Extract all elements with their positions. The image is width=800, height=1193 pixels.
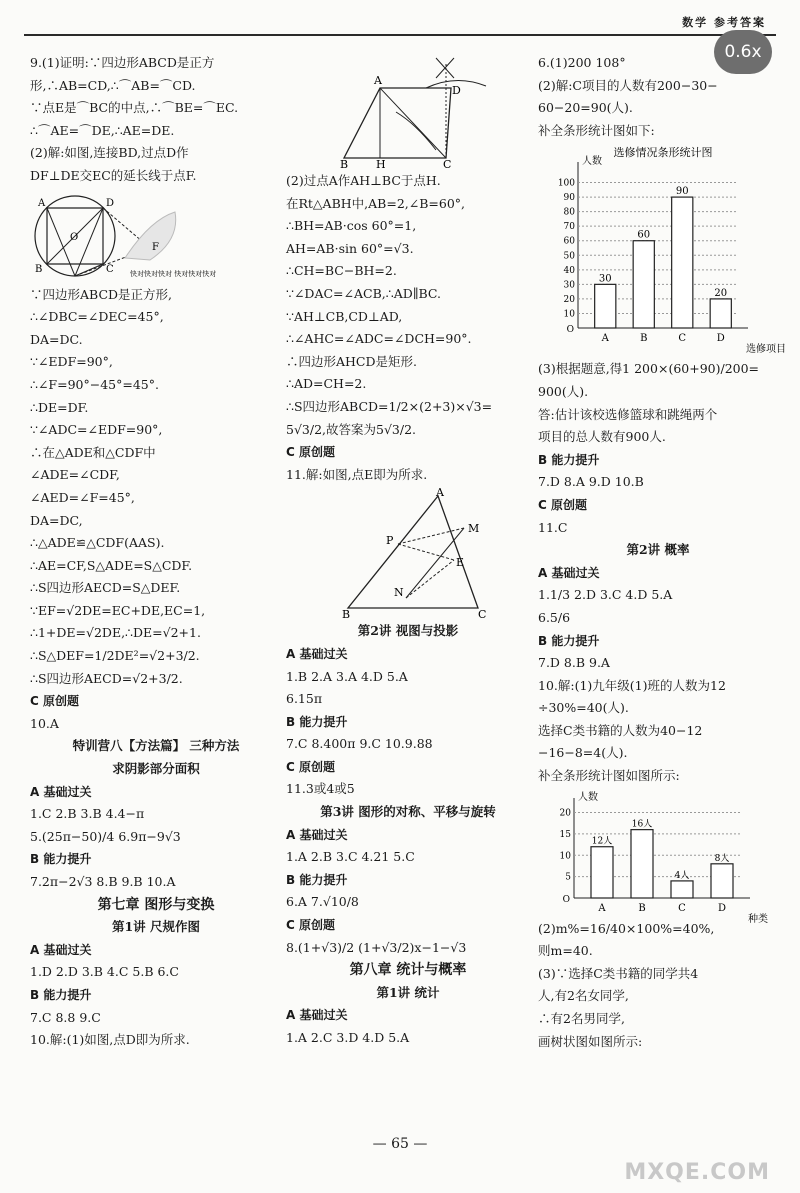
y-tick-label: 90 (563, 193, 575, 204)
answer-line: 则m=40. (538, 943, 593, 959)
data-label: 90 (675, 186, 689, 198)
answer-line: 选择C类书籍的人数为40−12 (538, 722, 703, 738)
answer-line: (3)根据题意,得1 200×(60+90)/200= (538, 361, 760, 377)
y-tick-label: 15 (559, 829, 571, 840)
answer-line: ∴1+DE=√2DE,∴DE=√2+1. (30, 625, 201, 641)
answer-line: ∴S四边形AECD=√2+3/2. (30, 670, 183, 686)
answer-line: AH=AB·sin 60°=√3. (286, 240, 414, 256)
answer-line: (2)解:C项目的人数有200−30− (538, 77, 718, 93)
data-label: 4人 (674, 870, 690, 881)
answer-line: ∵四边形ABCD是正方形, (30, 286, 173, 302)
answer-line: ∴⌒AE=⌒DE,∴AE=DE. (30, 122, 175, 138)
y-tick-label: 70 (563, 222, 575, 233)
y-tick-label: 50 (563, 251, 575, 262)
answer-line: 画树状图如图所示: (538, 1033, 643, 1049)
answer-line: ∴有2名男同学, (538, 1011, 625, 1027)
section-heading: B 能力提升 (30, 852, 92, 867)
section-heading: B 能力提升 (286, 872, 348, 887)
column-3 (538, 52, 786, 1053)
answer-line: 8.(1+√3)/2 (1+√3/2)x−1−√3 (286, 939, 467, 955)
header-rule (24, 34, 776, 36)
chart-title: 选修情况条形统计图 (613, 146, 713, 160)
data-label: 20 (714, 288, 728, 300)
answer-line: 5.(25π−50)/4 6.9π−9√3 (30, 828, 181, 844)
label-F: F (152, 241, 159, 253)
answer-line: ∴∠AHC=∠ADC=∠DCH=90°. (286, 331, 472, 347)
answer-line: ∴BH=AB·cos 60°=1, (286, 218, 417, 234)
section-heading: A 基础过关 (286, 646, 348, 661)
bar (672, 197, 693, 328)
chapter-title: 第八章 统计与概率 (349, 962, 467, 979)
label-H: H (376, 158, 386, 171)
label-N: N (394, 586, 404, 600)
y-tick-label: 10 (563, 309, 575, 320)
x-tick-label: D (716, 333, 725, 345)
answer-line: 7.C 8.400π 9.C 10.9.88 (286, 736, 433, 752)
section-heading: C 原创题 (538, 497, 587, 512)
data-label: 8人 (714, 853, 730, 864)
chapter-title: 第七章 图形与变换 (97, 896, 215, 913)
bar-chart-elective (538, 144, 786, 356)
data-label: 30 (598, 273, 612, 285)
lesson-title: 第1讲 统计 (376, 984, 440, 1000)
data-label: 60 (637, 230, 651, 242)
header-text: 数学 参考答案 (682, 16, 766, 29)
answer-line: DF⊥DE交EC的延长线于点F. (30, 167, 197, 183)
column-2 (286, 52, 530, 1050)
y-axis-label: 人数 (582, 156, 602, 168)
section-heading: A 基础过关 (286, 1008, 348, 1023)
lesson-title: 第2讲 概率 (626, 542, 690, 558)
bar (595, 285, 616, 329)
lesson-title: 第1讲 尺规作图 (111, 919, 201, 935)
y-tick-label: 40 (563, 266, 575, 277)
y-tick-label: 60 (563, 237, 575, 248)
answer-line: (3)∵选择C类书籍的同学共4 (538, 965, 699, 981)
section-title: 求阴影部分面积 (112, 761, 200, 777)
section-heading: B 能力提升 (30, 987, 92, 1002)
label-P: P (386, 534, 394, 548)
data-label: 16人 (631, 819, 653, 830)
page-number: — 65 — (372, 1136, 428, 1152)
answer-line: 11.解:如图,点E即为所求. (286, 466, 428, 482)
section-heading: B 能力提升 (538, 633, 600, 648)
answer-line: ∵EF=√2DE=EC+DE,EC=1, (30, 602, 206, 618)
answer-line: 项目的总人数有900人. (538, 429, 666, 445)
trapezoid-construction-figure (286, 54, 526, 171)
x-axis-label: 种类 (748, 913, 768, 925)
zoom-badge[interactable]: 0.6x (714, 30, 772, 74)
answer-line: 1.A 2.C 3.D 4.D 5.A (286, 1030, 410, 1045)
figure-caption: 快对快对快对 快对快对快对 (130, 269, 217, 278)
answer-line: 60−20=90(人). (538, 100, 633, 116)
y-tick-zero: O (566, 325, 574, 336)
section-heading: A 基础过关 (30, 942, 92, 957)
triangle-construction-figure (286, 486, 526, 622)
x-tick-label: D (717, 902, 727, 914)
answer-line: 11.C (538, 519, 568, 535)
label-D: D (452, 84, 461, 97)
answer-line: ∴CH=BC−BH=2. (286, 263, 397, 279)
answer-line: −16−8=4(人). (538, 745, 628, 761)
answer-line: ∵∠EDF=90°, (30, 354, 113, 370)
answer-line: 补全条形统计图如下: (538, 122, 655, 138)
x-tick-label: A (601, 333, 609, 345)
label-A: A (38, 197, 46, 209)
answer-line: 10.解:(1)如图,点D即为所求. (30, 1032, 190, 1048)
y-tick-zero: O (562, 894, 570, 905)
answer-line: 1.1/3 2.D 3.C 4.D 5.A (538, 587, 673, 603)
answer-line: ∴∠F=90°−45°=45°. (30, 376, 159, 392)
data-label: 12人 (591, 836, 613, 847)
label-B: B (35, 263, 43, 275)
answer-line: 6.5/6 (538, 609, 571, 625)
x-tick-label: B (638, 902, 646, 914)
y-tick-label: 100 (557, 178, 575, 189)
answer-line: 1.C 2.B 3.B 4.4−π (30, 806, 145, 822)
y-tick-label: 10 (559, 850, 571, 861)
answer-line: 1.B 2.A 3.A 4.D 5.A (286, 668, 408, 684)
label-C: C (478, 608, 487, 622)
bar (591, 846, 613, 897)
answer-line: ∵∠ADC=∠EDF=90°, (30, 422, 163, 438)
label-C: C (443, 158, 452, 171)
section-heading: C 原创题 (286, 759, 335, 774)
answer-line: ÷30%=40(人). (538, 700, 629, 716)
answer-line: ∴在△ADE和△CDF中 (30, 444, 156, 460)
circle-square-figure (30, 190, 280, 282)
x-axis-label: 选修项目 (746, 344, 786, 356)
lesson-title: 第3讲 图形的对称、平移与旋转 (320, 804, 496, 820)
answer-line: 5√3/2,故答案为5√3/2. (286, 421, 417, 437)
bar (631, 829, 653, 897)
answer-line: (2)m%=16/40×100%=40%, (538, 920, 715, 936)
x-tick-label: C (678, 902, 686, 914)
label-A: A (436, 486, 444, 500)
answer-line: 6.(1)200 108° (538, 55, 626, 70)
answer-line: ∴S四边形ABCD=1/2×(2+3)×√3= (286, 398, 493, 414)
watermark: MXQE.COM (624, 1160, 770, 1185)
answer-line: 10.解:(1)九年级(1)班的人数为12 (538, 677, 726, 693)
answer-line: DA=DC. (30, 331, 83, 347)
bar (710, 299, 731, 328)
x-tick-label: A (598, 902, 606, 914)
answer-line: 7.D 8.A 9.D 10.B (538, 474, 644, 490)
section-heading: C 原创题 (30, 694, 79, 709)
answer-line: ∵∠DAC=∠ACB,∴AD∥BC. (286, 285, 442, 301)
y-tick-label: 20 (559, 808, 571, 819)
label-B: B (342, 608, 351, 622)
answer-line: (2)过点A作AH⊥BC于点H. (286, 173, 441, 188)
answer-line: 900(人). (538, 383, 589, 399)
answer-line: 7.C 8.8 9.C (30, 1009, 101, 1025)
answer-line: ∴△ADE≌△CDF(AAS). (30, 535, 165, 551)
label-B: B (340, 158, 349, 171)
answer-line: DA=DC, (30, 512, 83, 528)
section-heading: B 能力提升 (538, 452, 600, 467)
answer-line: ∵点E是⌒BC的中点,∴⌒BE=⌒EC. (30, 100, 239, 116)
bar-chart-books (538, 790, 774, 925)
x-tick-label: B (640, 333, 648, 345)
answer-line: 6.A 7.√10/8 (286, 894, 359, 910)
answer-line: ∴AD=CH=2. (286, 376, 367, 392)
answer-line: (2)解:如图,连接BD,过点D作 (30, 145, 189, 161)
answer-line: ∴DE=DF. (30, 399, 89, 415)
label-O: O (70, 231, 79, 243)
section-heading: B 能力提升 (286, 714, 348, 729)
answer-line: 形,∴AB=CD,∴⌒AB=⌒CD. (30, 77, 196, 93)
answer-line: ∠AED=∠F=45°, (30, 489, 135, 505)
label-A: A (374, 74, 382, 87)
y-axis-label: 人数 (578, 791, 598, 803)
section-heading: C 原创题 (286, 445, 335, 460)
answer-line: 7.2π−2√3 8.B 9.B 10.A (30, 874, 176, 889)
answer-line: 补全条形统计图如图所示: (538, 768, 680, 784)
label-M: M (468, 522, 480, 536)
column-1 (30, 52, 282, 1052)
answer-line: ∴∠DBC=∠DEC=45°, (30, 309, 164, 325)
answer-line: ∴AE=CF,S△ADE=S△CDF. (30, 557, 193, 573)
answer-line: 答:估计该校选修篮球和跳绳两个 (538, 406, 718, 422)
section-title: 特训营八【方法篇】 三种方法 (72, 738, 240, 754)
y-tick-label: 20 (563, 295, 575, 306)
answer-line: 9.(1)证明:∵四边形ABCD是正方 (30, 55, 215, 70)
answer-line: 1.A 2.B 3.C 4.21 5.C (286, 849, 415, 865)
answer-line: 11.3或4或5 (286, 781, 355, 797)
answer-line: 人,有2名女同学, (538, 988, 629, 1004)
answer-line: ∴S△DEF=1/2DE²=√2+3/2. (30, 648, 200, 664)
answer-line: ∵AH⊥CB,CD⊥AD, (286, 308, 403, 324)
label-E: E (456, 556, 465, 570)
y-tick-label: 80 (563, 208, 575, 219)
answer-line: ∴S四边形AECD=S△DEF. (30, 580, 181, 596)
answer-line: 6.15π (286, 691, 323, 707)
answer-line: 在Rt△ABH中,AB=2,∠B=60°, (286, 195, 466, 211)
section-heading: A 基础过关 (286, 827, 348, 842)
answer-line: ∠ADE=∠CDF, (30, 467, 120, 483)
answer-line: 10.A (30, 715, 59, 731)
x-tick-label: C (678, 333, 687, 345)
answer-line: ∴四边形AHCD是矩形. (286, 353, 417, 369)
y-tick-label: 5 (565, 872, 571, 883)
bar (671, 881, 693, 898)
bar (633, 241, 654, 328)
y-tick-label: 30 (563, 280, 575, 291)
section-heading: C 原创题 (286, 918, 335, 933)
section-heading: A 基础过关 (30, 784, 92, 799)
answer-line: 7.D 8.B 9.A (538, 655, 610, 671)
lesson-title: 第2讲 视图与投影 (357, 623, 459, 639)
label-D: D (106, 197, 115, 209)
section-heading: A 基础过关 (538, 565, 600, 580)
label-C: C (106, 263, 114, 275)
answer-line: 1.D 2.D 3.B 4.C 5.B 6.C (30, 964, 179, 980)
bar (711, 863, 733, 897)
